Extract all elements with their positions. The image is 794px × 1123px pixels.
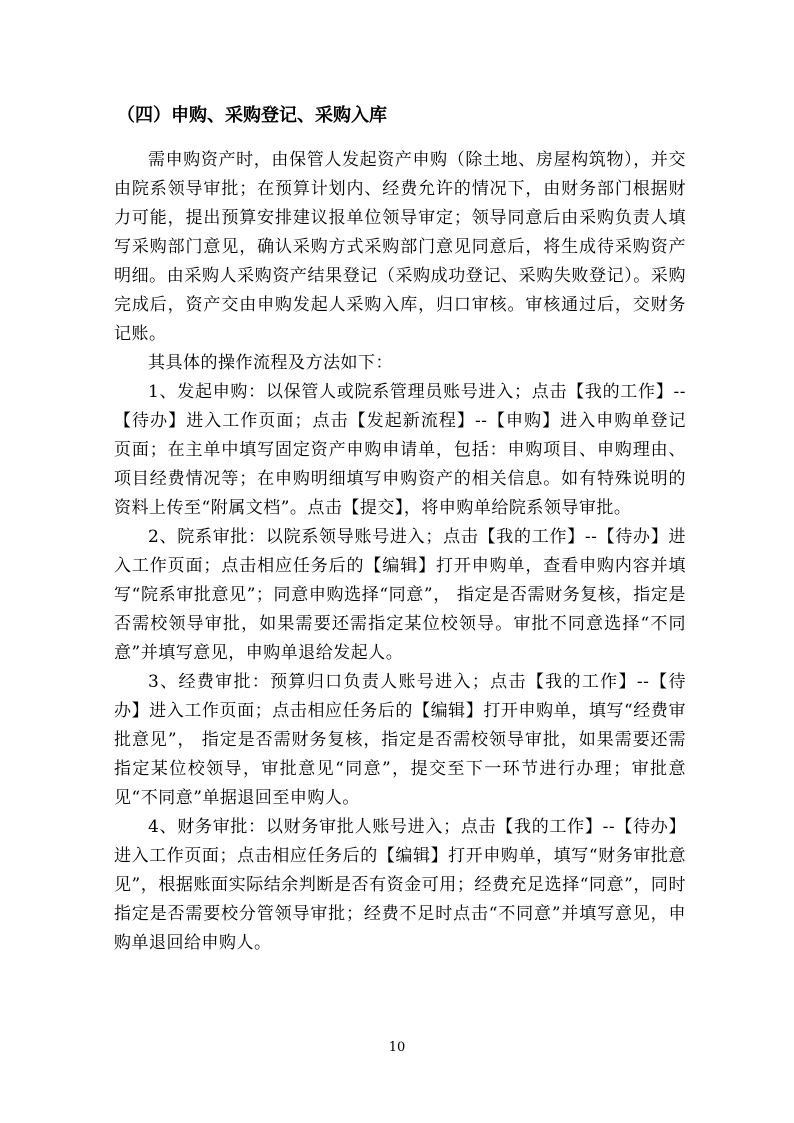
step-4-paragraph: 4、财务审批：以财务审批人账号进入；点击【我的工作】--【待办】进入工作页面；点击相应任务后的【编辑】打开申购单，填写“财务审批意见”，根据账面实际结余判断是否有资金可用；经费充足选择“同意”，同时指定是否需要校分管领导审批；经费不足时点击“不同意”并填写意见，申购单退回给申购人。 — [114, 817, 686, 953]
intro-paragraph: 需申购资产时，由保管人发起资产申购（除土地、房屋构筑物），并交由院系领导审批；在预算计划内、经费允许的情况下，由财务部门根据财力可能，提出预算安排建议报单位领导审定；领导同意后由采购负责人填写采购部门意见，确认采购方式采购部门意见同意后，将生成待采购资产明细。由采购人采购资产结果登记（采购成功登记、采购失败登记）。采购完成后，资产交由申购发起人采购入库，归口审核。审核通过后，交财务记账。 — [114, 150, 686, 344]
procedure-intro-paragraph: 其具体的操作流程及方法如下： — [148, 353, 393, 373]
step-2-paragraph: 2、院系审批：以院系领导账号进入；点击【我的工作】--【待办】进入工作页面；点击相应任务后的【编辑】打开申购单，查看申购内容并填写“院系审批意见”；同意申购选择“同意”， 指定是否需财务复核，指定是否需校领导审批，如果需要还需指定某位校领导。审批不同意选择“不同意”并填写意见，申购单退给发起人。 — [114, 527, 686, 663]
body-text — [114, 146, 686, 958]
step-3-paragraph: 3、经费审批：预算归口负责人账号进入；点击【我的工作】--【待办】进入工作页面；点击相应任务后的【编辑】打开申购单，填写“经费审批意见”， 指定是否需财务复核，指定是否需校领导审批，如果需要还需指定某位校领导，审批意见“同意”，提交至下一环节进行办理；审批意见“不同意”单据退回至申购人。 — [114, 672, 686, 808]
section-heading: （四）申购、采购登记、采购入库 — [117, 105, 387, 126]
page-number: 10 — [388, 1040, 406, 1055]
step-1-paragraph: 1、发起申购：以保管人或院系管理员账号进入；点击【我的工作】--【待办】进入工作页面；点击【发起新流程】--【申购】进入申购单登记页面；在主单中填写固定资产申购申请单，包括：申购项目、申购理由、项目经费情况等；在申购明细填写申购资产的相关信息。如有特殊说明的资料上传至“附属文档”。点击【提交】，将申购单给院系领导审批。 — [114, 382, 686, 518]
